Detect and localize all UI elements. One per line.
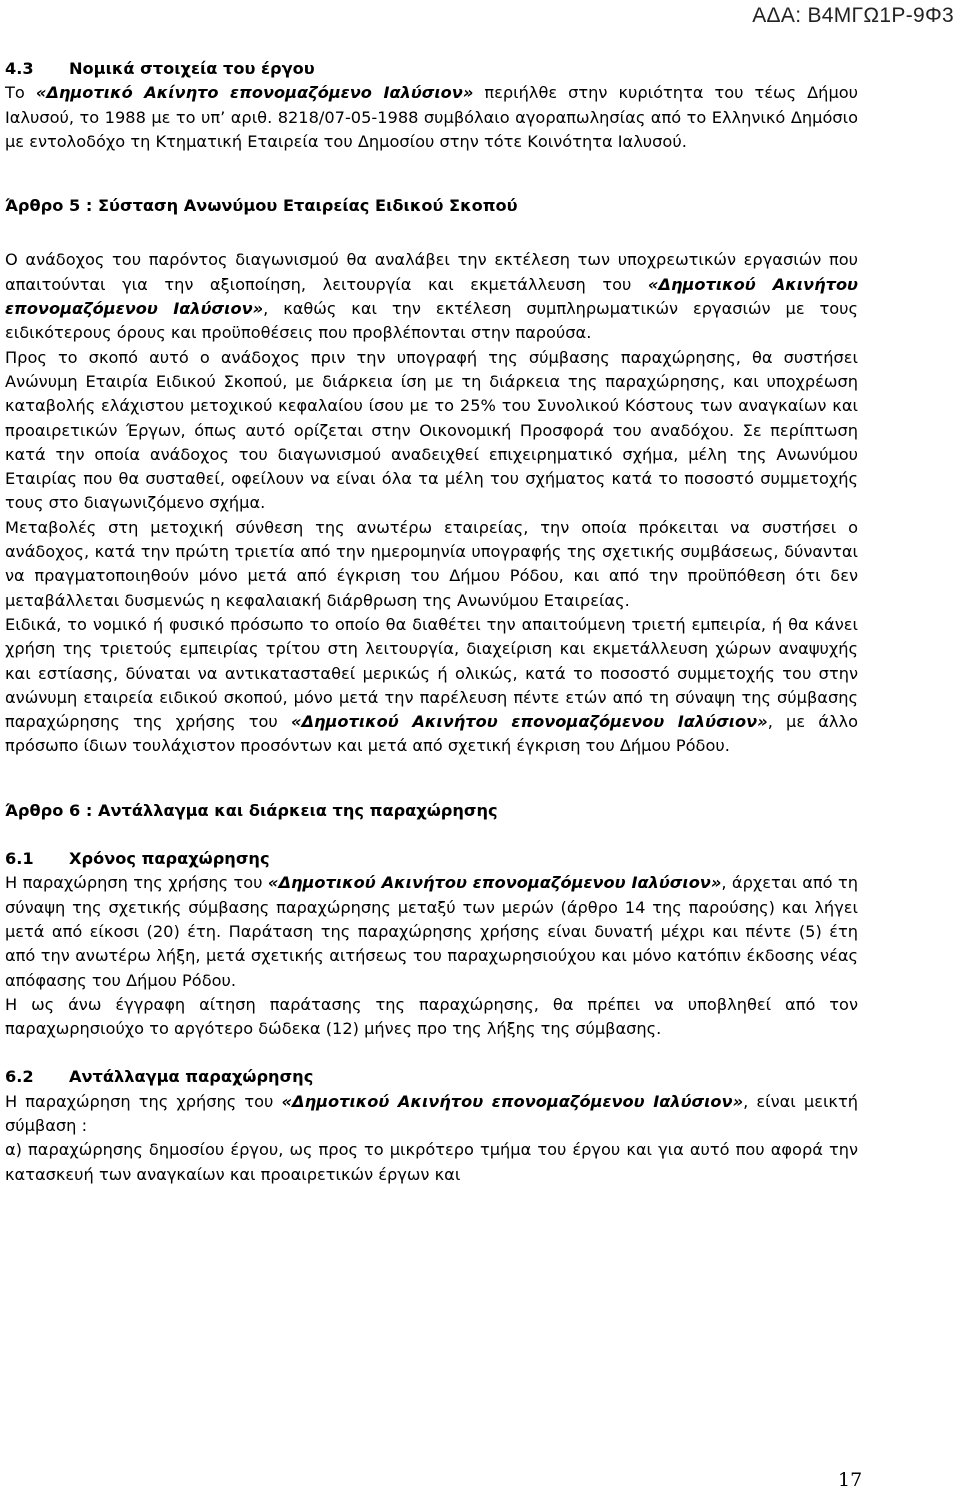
- article-5-paragraph-3: Μεταβολές στη μετοχική σύνθεση της ανωτέρω εταιρείας, την οποία πρόκειται να συστήσει ο ανάδοχος, κατά την πρώτη τριετία από την ημερομηνία υπογραφής της σχετικής συμβάσεως, δύνανται να πραγματοποιηθούν μόνο μετά από έγκριση του Δήμου Ρόδου, και από την προϋπόθεση ότι δεν μεταβάλλεται δυσμενώς η κεφαλαιακή διάρθρωση της Ανωνύμου Εταιρείας.: [5, 517, 858, 610]
- section-title: Αντάλλαγμα παραχώρησης: [69, 1067, 314, 1087]
- section-title: Νομικά στοιχεία του έργου: [69, 59, 315, 78]
- section-heading-6-2: [5, 1065, 858, 1089]
- section-6-1-paragraph-2: Η ως άνω έγγραφη αίτηση παράτασης της παραχώρησης, θα πρέπει να υποβληθεί από τον παραχωρησιούχο το αργότερο δώδεκα (12) μήνες προ της λήξης της σύμβασης.: [5, 994, 858, 1039]
- text-run: , άρχεται από τη σύναψη της σχετικής σύμβασης παραχώρησης μεταξύ των μερών (άρθρο 14 της παρούσης) και λήγει μετά από είκοσι (20) έτη. Παράταση της παραχώρησης χρήσης είναι δυνατή μέχρι και πέντε (5) έτη από την ανωτέρω λήξη, μετά σχετικής αιτήσεως του παραχωρησιούχου και μόνο κατόπιν έκδοσης νέας απόφασης του Δήμου Ρόδου.: [5, 873, 858, 990]
- article-5-paragraph-2: Προς το σκοπό αυτό ο ανάδοχος πριν την υπογραφή της σύμβασης παραχώρησης, θα συστήσει Ανώνυμη Εταιρία Ειδικού Σκοπού, με διάρκεια ίση με τη διάρκεια της παραχώρησης, και υποχρέωση καταβολής ελάχιστου μετοχικού κεφαλαίου ίσου με το 25% του Συνολικού Κόστους των αναγκαίων και προαιρετικών Έργων, όπως αυτό ορίζεται στην Οικονομική Προσφορά του αναδόχου. Σε περίπτωση κατά την οποία ανάδοχος του διαγωνισμού αναδειχθεί επιχειρηματικό σχήμα, μέλη της Ανωνύμου Εταιρίας που θα συσταθεί, οφείλουν να είναι όλα τα μέλη του σχήματος κατά το ποσοστό συμμετοχής τους στο διαγωνιζόμενο σχήμα.: [5, 347, 858, 513]
- property-name: «Δημοτικού Ακινήτου επονομαζόμενου Ιαλύσιον»: [281, 1091, 744, 1111]
- property-name: «Δημοτικού Ακινήτου επονομαζόμενου Ιαλύσιον»: [5, 274, 858, 319]
- property-name: «Δημοτικό Ακίνητο επονομαζόμενο Ιαλύσιον»: [35, 83, 474, 103]
- section-heading-6-1: [5, 847, 858, 871]
- section-heading-4-3: [5, 57, 858, 81]
- property-name: «Δημοτικού Ακινήτου επονομαζόμενου Ιαλύσιον»: [267, 873, 722, 893]
- article-6-heading: Άρθρο 6 : Αντάλλαγμα και διάρκεια της παραχώρησης: [5, 800, 498, 820]
- text-run: Η παραχώρηση της χρήσης του: [5, 1091, 282, 1111]
- paragraph-legal-status: [5, 81, 858, 154]
- text-run: , καθώς και την εκτέλεση συμπληρωματικών εργασιών με τους ειδικότερους όρους και προϋποθέσεις που προβλέπονται στην παρούσα.: [5, 299, 859, 343]
- text-run: , με άλλο πρόσωπο ίδιων τουλάχιστον προσόντων και μετά από σχετική έγκριση του Δήμου Ρόδου.: [5, 712, 858, 756]
- text-run: Η παραχώρηση της χρήσης του: [5, 873, 268, 893]
- text-run: Ο ανάδοχος του παρόντος διαγωνισμού θα αναλάβει την εκτέλεση των υποχρεωτικών εργασιών που απαιτούνται για την αξιοποίηση, λειτουργία και εκμετάλλευση του: [5, 250, 858, 294]
- text-run: , είναι μεικτή σύμβαση :: [5, 1091, 858, 1135]
- article-5-paragraph-4: [5, 613, 858, 759]
- section-6-2-paragraph-1: [5, 1090, 858, 1139]
- section-6-2-paragraph-2: α) παραχώρησης δημοσίου έργου, ως προς το μικρότερο τμήμα του έργου και για αυτό που αφορά την κατασκευή των αναγκαίων και προαιρετικών έργων και: [5, 1140, 858, 1184]
- section-title: Χρόνος παραχώρησης: [69, 849, 270, 869]
- section-number: 6.2: [5, 1067, 34, 1087]
- text-run: περιήλθε στην κυριότητα του τέως Δήμου Ιαλυσού, το 1988 με το υπ’ αριθ. 8218/07-05-1988 συμβόλαιο αγοραπωλησίας από το Ελληνικό Δημόσιο με εντολοδόχο τη Κτηματική Εταιρεία του Δημοσίου στην τότε Κοινότητα Ιαλυσού.: [5, 83, 859, 151]
- section-number: 6.1: [5, 849, 34, 869]
- text-run: Το: [5, 83, 36, 103]
- section-number: 4.3: [5, 59, 34, 78]
- property-name: «Δημοτικού Ακινήτου επονομαζόμενου Ιαλύσιον»: [290, 712, 768, 732]
- ada-code: ΑΔΑ: Β4ΜΓΩ1Ρ-9Φ3: [752, 4, 954, 27]
- section-6-1-paragraph-1: [5, 871, 858, 992]
- document-body: [5, 57, 858, 1187]
- article-5-paragraph-1: [5, 248, 858, 345]
- article-5-heading: Άρθρο 5 : Σύσταση Ανωνύμου Εταιρείας Ειδικού Σκοπού: [5, 196, 518, 216]
- text-run: Ειδικά, το νομικό ή φυσικό πρόσωπο το οποίο θα διαθέτει την απαιτούμενη τριετή εμπειρία, ή θα κάνει χρήση της τριετούς εμπειρίας τρίτου στη λειτουργία, διαχείριση και εκμετάλλευση χώρων αναψυχής και εστίασης, δύναται να αντικατασταθεί μερικώς ή ολικώς, κατά το ποσοστό συμμετοχής του στην ανώνυμη εταιρεία ειδικού σκοπού, μόνο μετά την παρέλευση πέντε ετών από τη σύναψη της σύμβασης παραχώρησης της χρήσης του: [5, 614, 858, 732]
- page-number: 17: [838, 1469, 863, 1491]
